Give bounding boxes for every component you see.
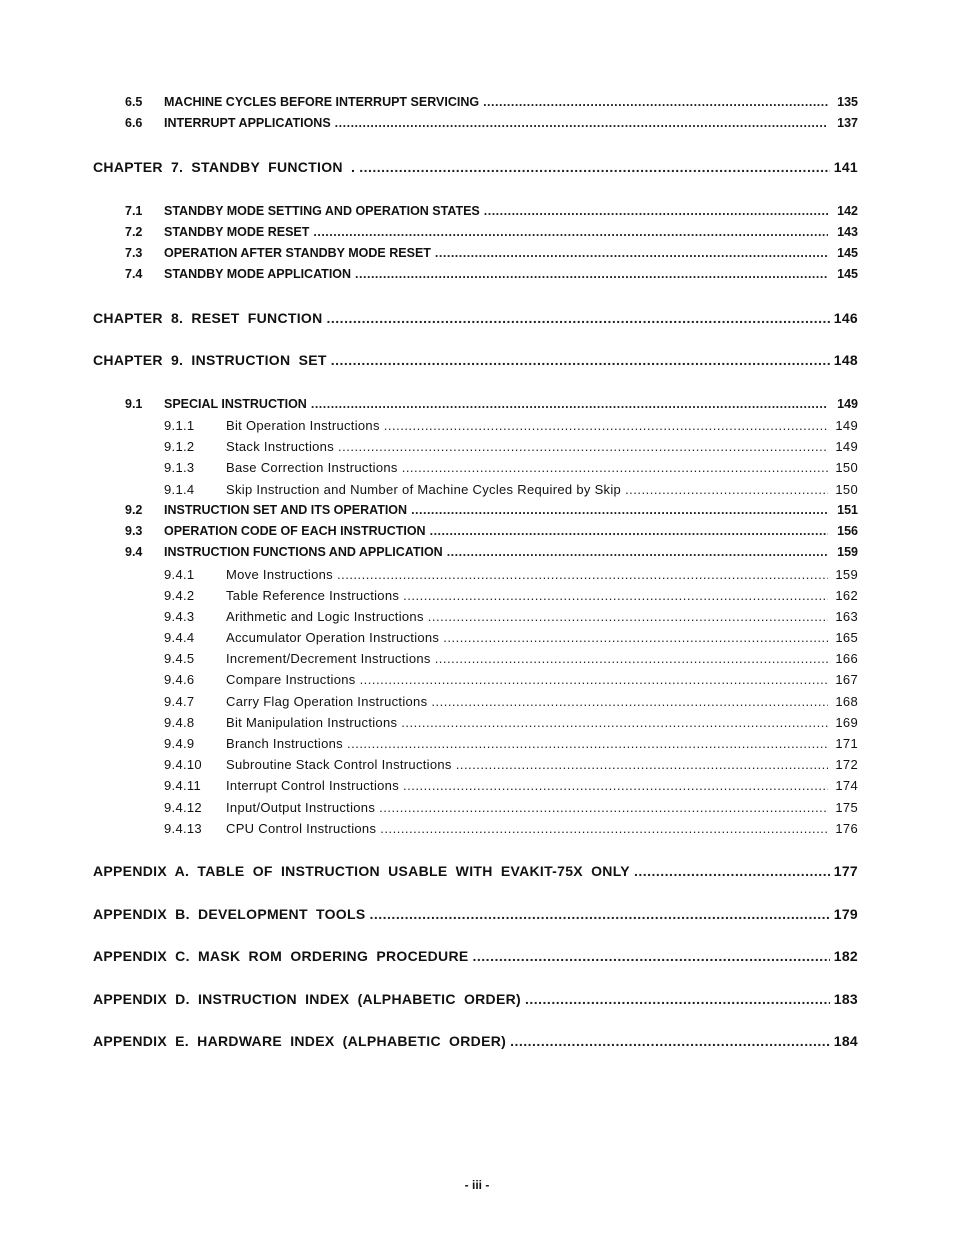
dot-leader: [431, 694, 828, 709]
entry-page-number: 142: [837, 204, 858, 218]
entry-title: Skip Instruction and Number of Machine Cycles Required by Skip: [226, 482, 622, 497]
toc-subsection-entry: [164, 609, 858, 624]
entry-title: Stack Instructions: [226, 439, 334, 454]
entry-number: 6.5: [125, 95, 143, 109]
entry-title: Arithmetic and Logic Instructions: [226, 609, 424, 624]
entry-title: Bit Operation Instructions: [226, 418, 380, 433]
entry-number: 7.4: [125, 267, 143, 281]
toc-section-entry: [125, 524, 858, 538]
entry-number: 9.4.12: [164, 800, 202, 815]
toc-subsection-entry: [164, 460, 858, 475]
toc-chapter-entry: [93, 991, 858, 1007]
entry-page-number: 177: [833, 863, 858, 879]
entry-page-number: 165: [835, 630, 858, 645]
entry-page-number: 176: [835, 821, 858, 836]
entry-page-number: 171: [835, 736, 858, 751]
dot-leader: [510, 1033, 830, 1049]
entry-title: Base Correction Instructions: [226, 460, 398, 475]
toc-subsection-entry: [164, 736, 858, 751]
dot-leader: [337, 567, 828, 582]
entry-title: CHAPTER 7. STANDBY FUNCTION .: [93, 159, 356, 175]
entry-title: APPENDIX B. DEVELOPMENT TOOLS: [93, 906, 366, 922]
entry-title: Subroutine Stack Control Instructions: [226, 757, 452, 772]
entry-page-number: 172: [835, 757, 858, 772]
entry-number: 9.2: [125, 503, 143, 517]
toc-chapter-entry: [93, 863, 858, 879]
entry-title: CHAPTER 8. RESET FUNCTION: [93, 310, 323, 326]
toc-subsection-entry: [164, 715, 858, 730]
dot-leader: [525, 991, 830, 1007]
toc-chapter-entry: [93, 1033, 858, 1049]
entry-title: Bit Manipulation Instructions: [226, 715, 398, 730]
entry-number: 9.1.2: [164, 439, 195, 454]
entry-number: 9.4.8: [164, 715, 195, 730]
entry-number: 7.3: [125, 246, 143, 260]
entry-page-number: 175: [835, 800, 858, 815]
toc-section-entry: [125, 95, 858, 109]
dot-leader: [435, 246, 828, 260]
entry-title: APPENDIX A. TABLE OF INSTRUCTION USABLE WITH EVAKIT-75X ONLY: [93, 863, 630, 879]
entry-title: OPERATION CODE OF EACH INSTRUCTION: [164, 524, 426, 538]
entry-title: APPENDIX C. MASK ROM ORDERING PROCEDURE: [93, 948, 469, 964]
entry-title: Table Reference Instructions: [226, 588, 400, 603]
entry-number: 9.1.1: [164, 418, 195, 433]
entry-title: Compare Instructions: [226, 672, 356, 687]
entry-page-number: 146: [833, 310, 858, 326]
entry-number: 9.4.1: [164, 567, 195, 582]
toc-section-entry: [125, 225, 858, 239]
entry-title: Increment/Decrement Instructions: [226, 651, 431, 666]
entry-title: STANDBY MODE SETTING AND OPERATION STATES: [164, 204, 480, 218]
entry-title: SPECIAL INSTRUCTION: [164, 397, 307, 411]
toc-section-entry: [125, 116, 858, 130]
entry-title: Input/Output Instructions: [226, 800, 376, 815]
entry-number: 9.4.2: [164, 588, 195, 603]
entry-title: INSTRUCTION SET AND ITS OPERATION: [164, 503, 408, 517]
entry-title: CHAPTER 9. INSTRUCTION SET: [93, 352, 327, 368]
entry-title: Accumulator Operation Instructions: [226, 630, 440, 645]
toc-subsection-entry: [164, 588, 858, 603]
entry-page-number: 137: [837, 116, 858, 130]
dot-leader: [313, 225, 828, 239]
entry-page-number: 159: [835, 567, 858, 582]
toc-chapter-entry: [93, 159, 858, 175]
dot-leader: [355, 267, 828, 281]
dot-leader: [335, 116, 828, 130]
entry-title: Move Instructions: [226, 567, 333, 582]
toc-subsection-entry: [164, 651, 858, 666]
entry-title: APPENDIX D. INSTRUCTION INDEX (ALPHABETIC ORDER): [93, 991, 521, 1007]
dot-leader: [347, 736, 828, 751]
entry-title: INTERRUPT APPLICATIONS: [164, 116, 331, 130]
page-number: - iii -: [464, 1178, 490, 1192]
dot-leader: [338, 439, 828, 454]
toc-subsection-entry: [164, 439, 858, 454]
entry-page-number: 182: [833, 948, 858, 964]
entry-page-number: 141: [833, 159, 858, 175]
entry-page-number: 168: [835, 694, 858, 709]
entry-title: Interrupt Control Instructions: [226, 778, 400, 793]
toc-subsection-entry: [164, 778, 858, 793]
toc-section-entry: [125, 246, 858, 260]
entry-page-number: 159: [837, 545, 858, 559]
entry-title: APPENDIX E. HARDWARE INDEX (ALPHABETIC ORDER): [93, 1033, 507, 1049]
dot-leader: [456, 757, 828, 772]
dot-leader: [447, 545, 828, 559]
dot-leader: [401, 715, 828, 730]
dot-leader: [403, 778, 828, 793]
entry-title: STANDBY MODE APPLICATION: [164, 267, 352, 281]
entry-page-number: 183: [833, 991, 858, 1007]
dot-leader: [625, 482, 828, 497]
dot-leader: [327, 310, 830, 326]
entry-number: 9.4.4: [164, 630, 195, 645]
toc-subsection-entry: [164, 567, 858, 582]
dot-leader: [359, 159, 830, 175]
toc-subsection-entry: [164, 630, 858, 645]
dot-leader: [380, 821, 828, 836]
toc-section-entry: [125, 503, 858, 517]
entry-page-number: 169: [835, 715, 858, 730]
toc-section-entry: [125, 267, 858, 281]
dot-leader: [311, 397, 828, 411]
entry-title: MACHINE CYCLES BEFORE INTERRUPT SERVICING: [164, 95, 480, 109]
dot-leader: [411, 503, 828, 517]
entry-number: 9.1.3: [164, 460, 195, 475]
toc-subsection-entry: [164, 672, 858, 687]
toc-chapter-entry: [93, 310, 858, 326]
dot-leader: [443, 630, 828, 645]
toc-subsection-entry: [164, 482, 858, 497]
entry-page-number: 162: [835, 588, 858, 603]
toc-section-entry: [125, 204, 858, 218]
entry-number: 9.1: [125, 397, 143, 411]
entry-number: 6.6: [125, 116, 143, 130]
entry-number: 9.4.9: [164, 736, 195, 751]
entry-page-number: 150: [835, 460, 858, 475]
entry-page-number: 151: [837, 503, 858, 517]
dot-leader: [634, 863, 830, 879]
dot-leader: [384, 418, 828, 433]
entry-page-number: 167: [835, 672, 858, 687]
dot-leader: [428, 609, 828, 624]
entry-number: 7.1: [125, 204, 143, 218]
entry-number: 9.1.4: [164, 482, 195, 497]
dot-leader: [435, 651, 828, 666]
entry-page-number: 148: [833, 352, 858, 368]
entry-page-number: 149: [835, 439, 858, 454]
entry-page-number: 179: [833, 906, 858, 922]
entry-number: 9.4.10: [164, 757, 202, 772]
dot-leader: [402, 460, 828, 475]
entry-page-number: 145: [837, 246, 858, 260]
entry-page-number: 145: [837, 267, 858, 281]
entry-page-number: 166: [835, 651, 858, 666]
entry-number: 9.4.6: [164, 672, 195, 687]
toc-chapter-entry: [93, 352, 858, 368]
dot-leader: [403, 588, 828, 603]
entry-page-number: 149: [835, 418, 858, 433]
dot-leader: [430, 524, 828, 538]
entry-page-number: 156: [837, 524, 858, 538]
dot-leader: [473, 948, 830, 964]
entry-page-number: 184: [833, 1033, 858, 1049]
entry-number: 9.4.3: [164, 609, 195, 624]
dot-leader: [483, 95, 828, 109]
entry-page-number: 149: [837, 397, 858, 411]
dot-leader: [331, 352, 830, 368]
toc-subsection-entry: [164, 821, 858, 836]
toc-subsection-entry: [164, 694, 858, 709]
dot-leader: [379, 800, 828, 815]
entry-title: Branch Instructions: [226, 736, 343, 751]
entry-number: 9.4.13: [164, 821, 202, 836]
toc-subsection-entry: [164, 800, 858, 815]
entry-page-number: 143: [837, 225, 858, 239]
entry-title: CPU Control Instructions: [226, 821, 377, 836]
toc-subsection-entry: [164, 757, 858, 772]
entry-page-number: 174: [835, 778, 858, 793]
entry-number: 9.4: [125, 545, 143, 559]
entry-page-number: 135: [837, 95, 858, 109]
entry-number: 9.4.7: [164, 694, 195, 709]
dot-leader: [369, 906, 829, 922]
toc-chapter-entry: [93, 948, 858, 964]
entry-number: 9.3: [125, 524, 143, 538]
entry-number: 9.4.11: [164, 778, 201, 793]
entry-title: Carry Flag Operation Instructions: [226, 694, 428, 709]
entry-page-number: 150: [835, 482, 858, 497]
entry-number: 7.2: [125, 225, 143, 239]
entry-number: 9.4.5: [164, 651, 195, 666]
toc-section-entry: [125, 545, 858, 559]
entry-title: STANDBY MODE RESET: [164, 225, 310, 239]
dot-leader: [484, 204, 828, 218]
toc-section-entry: [125, 397, 858, 411]
dot-leader: [360, 672, 828, 687]
toc-subsection-entry: [164, 418, 858, 433]
entry-title: OPERATION AFTER STANDBY MODE RESET: [164, 246, 431, 260]
entry-page-number: 163: [835, 609, 858, 624]
toc-chapter-entry: [93, 906, 858, 922]
entry-title: INSTRUCTION FUNCTIONS AND APPLICATION: [164, 545, 443, 559]
